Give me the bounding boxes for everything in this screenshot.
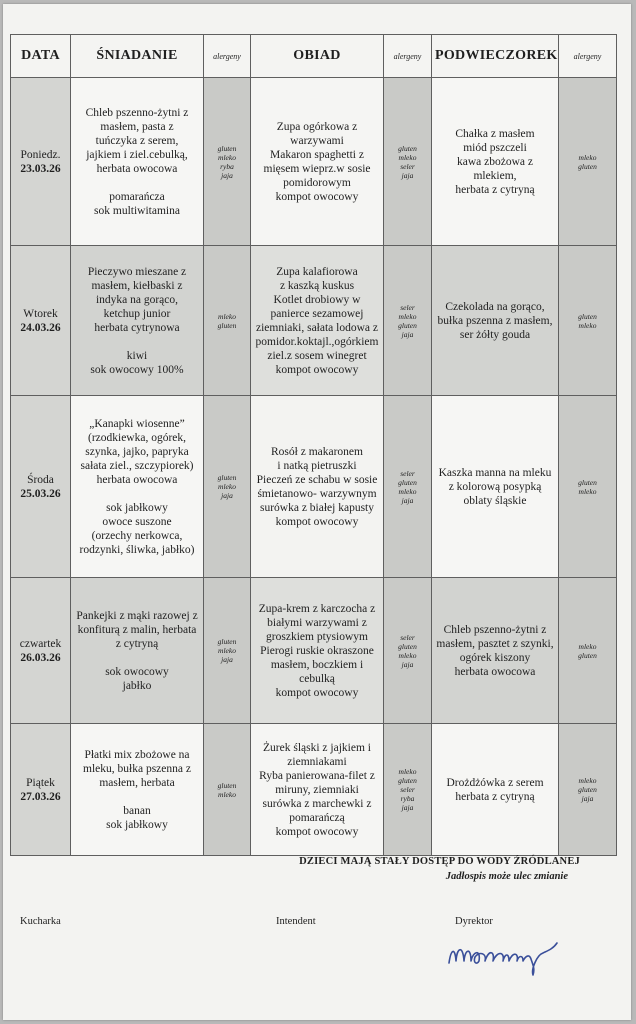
allergen-item: mleko <box>398 311 417 321</box>
dish-line: ziemniakami <box>287 755 347 768</box>
lunch-cell <box>251 724 384 856</box>
dish-line: z kaszką kuskus <box>279 279 355 292</box>
dish-line: sok jabłkowy <box>106 501 168 514</box>
header-date: DATA <box>11 35 71 78</box>
allergen-item: mleko <box>218 789 236 799</box>
snack-allergens-cell <box>559 396 617 578</box>
dish-line: Pieczywo mieszane z <box>87 265 187 278</box>
dish-line: Chleb pszenno-żytni z <box>85 106 189 119</box>
dish-line: masłem, boczkiem i <box>270 658 364 671</box>
dish-line: Makaron spaghetti z <box>270 148 364 161</box>
day-cell <box>11 578 71 724</box>
dish-line: (rzodkiewka, ogórek, <box>87 431 187 444</box>
day-date: 26.03.26 <box>20 651 61 664</box>
dish-line: kiwi <box>126 349 148 362</box>
allergen-item: gluten <box>578 161 597 171</box>
day-cell <box>11 396 71 578</box>
dish-line: herbata z cytryną <box>455 790 535 803</box>
lunch-allergens-cell <box>384 724 432 856</box>
dish-line: Zupa ogórkowa z <box>276 120 358 133</box>
menu-row <box>11 396 617 578</box>
allergen-item: gluten <box>578 477 597 487</box>
header-allergens-breakfast: alergeny <box>204 35 251 78</box>
dish-line: pomidorowym <box>283 176 351 189</box>
allergen-item: mleko <box>578 776 597 785</box>
day-date: 23.03.26 <box>20 162 61 175</box>
breakfast-allergens-cell <box>204 396 251 578</box>
day-date: 24.03.26 <box>20 321 61 334</box>
allergen-item: gluten <box>578 650 597 660</box>
allergen-item: mleko <box>398 650 417 660</box>
menu-row <box>11 246 617 396</box>
dish-line: herbata owocowa <box>454 665 536 678</box>
allergen-item: gluten <box>398 477 417 487</box>
day-cell <box>11 78 71 246</box>
breakfast-allergens-cell <box>204 78 251 246</box>
dish-line: Płatki mix zbożowe na <box>84 748 190 761</box>
header-snack: PODWIECZOREK <box>432 35 559 78</box>
dish-line: Kotlet drobiowy w <box>273 293 361 306</box>
line-gap <box>74 335 200 349</box>
allergen-item: jaja <box>401 803 414 812</box>
allergen-item: mleko <box>218 646 236 655</box>
allergen-item: jaja <box>221 655 233 664</box>
snack-cell <box>432 78 559 246</box>
allergen-item: mleko <box>398 486 417 496</box>
menu-row <box>11 578 617 724</box>
day-name: Piątek <box>26 776 55 789</box>
allergen-item: gluten <box>578 785 597 794</box>
allergen-item: mleko <box>218 311 236 321</box>
breakfast-cell <box>71 724 204 856</box>
dish-line: kompot owocowy <box>275 515 359 528</box>
menu-row <box>11 78 617 246</box>
snack-cell <box>432 396 559 578</box>
day-name: czwartek <box>19 637 62 650</box>
breakfast-allergens-cell <box>204 724 251 856</box>
allergen-item: mleko <box>218 152 236 162</box>
allergen-item: seler <box>400 302 415 312</box>
dish-line: masłem, kiełbaski z <box>91 279 183 292</box>
dish-line: białymi warzywami z <box>267 616 367 629</box>
snack-cell <box>432 724 559 856</box>
dish-line: z cytryną <box>115 637 159 650</box>
dish-line: pomarańczą <box>289 811 345 824</box>
header-allergens-snack: alergeny <box>559 35 617 78</box>
dish-line: tuńczyka z serem, <box>95 134 179 147</box>
dish-line: mleku, bułka pszenna z <box>83 762 191 775</box>
dish-line: mięsem wieprz.w sosie <box>263 162 371 175</box>
dish-line: miód pszczeli <box>463 141 527 154</box>
lunch-allergens-cell <box>384 396 432 578</box>
line-gap <box>74 651 200 665</box>
allergen-item: gluten <box>398 776 417 785</box>
allergen-item: mleko <box>398 152 417 162</box>
header-breakfast: ŚNIADANIE <box>71 35 204 78</box>
dish-line: mlekiem, <box>473 169 517 182</box>
dish-line: Żurek śląski z jajkiem i <box>263 741 371 754</box>
breakfast-cell <box>71 578 204 724</box>
dish-line: kompot owocowy <box>275 190 359 203</box>
dish-line: konfiturą z malin, herbata <box>77 623 197 636</box>
allergen-item: jaja <box>581 794 594 803</box>
dish-line: masłem, pasztet z szynki, <box>436 637 554 650</box>
dish-line: i natką pietruszki <box>277 459 357 472</box>
dish-line: indyka na gorąco, <box>95 293 179 306</box>
lunch-cell <box>251 246 384 396</box>
dish-line: pomarańcza <box>109 190 165 203</box>
allergen-item: mleko <box>578 641 597 651</box>
allergen-item: gluten <box>578 311 597 321</box>
allergen-item: mleko <box>218 482 236 491</box>
lunch-allergens-cell <box>384 578 432 724</box>
dish-line: Pieczeń ze schabu w sosie <box>256 473 378 486</box>
breakfast-cell <box>71 396 204 578</box>
allergen-item: gluten <box>398 143 417 153</box>
allergen-item: seler <box>400 632 415 642</box>
dish-line: Pankejki z mąki razowej z <box>76 609 198 622</box>
dish-line: śmietanowo- warzywnym <box>257 487 377 500</box>
allergen-item: jaja <box>401 495 414 505</box>
allergen-item: mleko <box>578 320 597 330</box>
dish-line: ketchup junior <box>103 307 171 320</box>
allergen-item: gluten <box>398 320 417 330</box>
dish-line: szynka, jajko, papryka <box>85 445 189 458</box>
day-date: 27.03.26 <box>20 790 61 803</box>
dish-line: banan <box>123 804 151 817</box>
allergen-item: mleko <box>578 486 597 496</box>
dish-line: Kaszka manna na mleku <box>438 466 552 479</box>
menu-change-note: Jadłospis może ulec zmianie <box>445 871 568 882</box>
dish-line: herbata cytrynowa <box>94 321 180 334</box>
allergen-item: jaja <box>401 659 414 669</box>
cook-label: Kucharka <box>20 916 61 927</box>
day-name: Poniedz. <box>20 148 61 161</box>
allergen-item: jaja <box>401 170 414 180</box>
dish-line: sok owocowy 100% <box>90 363 184 376</box>
allergen-item: mleko <box>578 152 597 162</box>
dish-line: sałata ziel., szczypiorek) <box>80 459 194 472</box>
dish-line: Zupa-krem z karczocha z <box>258 602 376 615</box>
day-cell <box>11 246 71 396</box>
dish-line: kompot owocowy <box>275 825 359 838</box>
snack-allergens-cell <box>559 246 617 396</box>
dish-line: Zupa kalafiorowa <box>276 265 358 278</box>
dish-line: ziemniaki, sałata lodowa z <box>256 321 378 334</box>
dish-line: kompot owocowy <box>275 686 359 699</box>
allergen-item: jaja <box>221 170 233 180</box>
dish-line: herbata z cytryną <box>455 183 535 196</box>
allergen-item: ryba <box>400 794 415 803</box>
dish-line: (orzechy nerkowca, <box>91 529 183 542</box>
dish-line: Rosół z makaronem <box>271 445 363 458</box>
dish-line: ziel.z sosem winegret <box>267 349 367 362</box>
day-name: Wtorek <box>23 307 58 320</box>
allergen-item: gluten <box>217 143 237 153</box>
menu-sheet <box>3 4 631 1020</box>
dish-line: Czekolada na gorąco, <box>445 300 545 313</box>
director-label: Dyrektor <box>455 916 493 927</box>
line-gap <box>74 487 200 501</box>
dish-line: surówka z białej kapusty <box>259 501 374 514</box>
day-name: Środa <box>27 473 54 486</box>
dish-line: ogórek kiszony <box>459 651 531 664</box>
snack-cell <box>432 246 559 396</box>
allergen-item: gluten <box>217 473 237 482</box>
snack-allergens-cell <box>559 78 617 246</box>
dish-line: surówka z marchewki z <box>262 797 372 810</box>
snack-cell <box>432 578 559 724</box>
lunch-cell <box>251 396 384 578</box>
day-cell <box>11 724 71 856</box>
allergen-item: jaja <box>221 491 233 500</box>
dish-line: herbata owocowa <box>96 473 178 486</box>
dish-line: owoce suszone <box>102 515 172 528</box>
water-access-note: DZIECI MAJĄ STAŁY DOSTĘP DO WODY ŹRÓDLANEJ <box>299 856 580 867</box>
breakfast-allergens-cell <box>204 578 251 724</box>
steward-label: Intendent <box>276 916 316 927</box>
menu-body <box>11 78 617 856</box>
dish-line: jajkiem i ziel.cebulką, <box>86 148 188 161</box>
allergen-item: seler <box>400 468 415 478</box>
snack-allergens-cell <box>559 724 617 856</box>
snack-allergens-cell <box>559 578 617 724</box>
dish-line: bułka pszenna z masłem, <box>437 314 553 327</box>
day-date: 25.03.26 <box>20 487 61 500</box>
header-allergens-lunch: alergeny <box>384 35 432 78</box>
line-gap <box>74 176 200 190</box>
breakfast-cell <box>71 246 204 396</box>
menu-row <box>11 724 617 856</box>
dish-line: Chleb pszenno-żytni z <box>443 623 547 636</box>
dish-line: oblaty śląskie <box>463 494 527 507</box>
weekly-menu-table <box>10 34 617 856</box>
dish-line: Chałka z masłem <box>455 127 535 140</box>
dish-line: warzywami <box>290 134 344 147</box>
allergen-item: seler <box>400 161 415 171</box>
dish-line: miruny, ziemniaki <box>275 783 359 796</box>
dish-line: Ryba panierowana-filet z <box>259 769 375 782</box>
dish-line: groszkiem ptysiowym <box>266 630 368 643</box>
dish-line: rodzynki, śliwka, jabłko) <box>79 543 195 556</box>
dish-line: masłem, pasta z <box>100 120 174 133</box>
allergen-item: seler <box>400 785 415 794</box>
dish-line: herbata owocowa <box>96 162 178 175</box>
header-lunch: OBIAD <box>251 35 384 78</box>
allergen-item: gluten <box>217 780 237 790</box>
dish-line: sok multiwitamina <box>94 204 180 217</box>
header-row <box>11 35 617 78</box>
dish-line: z kolorową posypką <box>448 480 542 493</box>
allergen-item: gluten <box>398 641 417 651</box>
dish-line: panierce sezamowej <box>270 307 364 320</box>
dish-line: cebulką <box>299 672 335 685</box>
dish-line: ser żółty gouda <box>459 328 531 341</box>
allergen-item: ryba <box>220 161 234 171</box>
breakfast-allergens-cell <box>204 246 251 396</box>
lunch-allergens-cell <box>384 246 432 396</box>
lunch-cell <box>251 578 384 724</box>
dish-line: kawa zbożowa z <box>457 155 533 168</box>
dish-line: „Kanapki wiosenne” <box>89 417 185 430</box>
allergen-item: jaja <box>401 329 414 339</box>
dish-line: jabłko <box>122 679 152 692</box>
dish-line: kompot owocowy <box>275 363 359 376</box>
breakfast-cell <box>71 78 204 246</box>
lunch-allergens-cell <box>384 78 432 246</box>
director-signature-image <box>443 929 578 979</box>
dish-line: Pierogi ruskie okraszone <box>260 644 374 657</box>
dish-line: Drożdżówka z serem <box>446 776 544 789</box>
allergen-item: mleko <box>398 767 417 776</box>
allergen-item: gluten <box>217 637 237 646</box>
dish-line: sok owocowy <box>105 665 169 678</box>
lunch-cell <box>251 78 384 246</box>
dish-line: masłem, herbata <box>99 776 175 789</box>
allergen-item: gluten <box>217 320 237 330</box>
dish-line: pomidor.koktajl.,ogórkiem <box>255 335 379 348</box>
line-gap <box>74 790 200 804</box>
dish-line: sok jabłkowy <box>106 818 168 831</box>
